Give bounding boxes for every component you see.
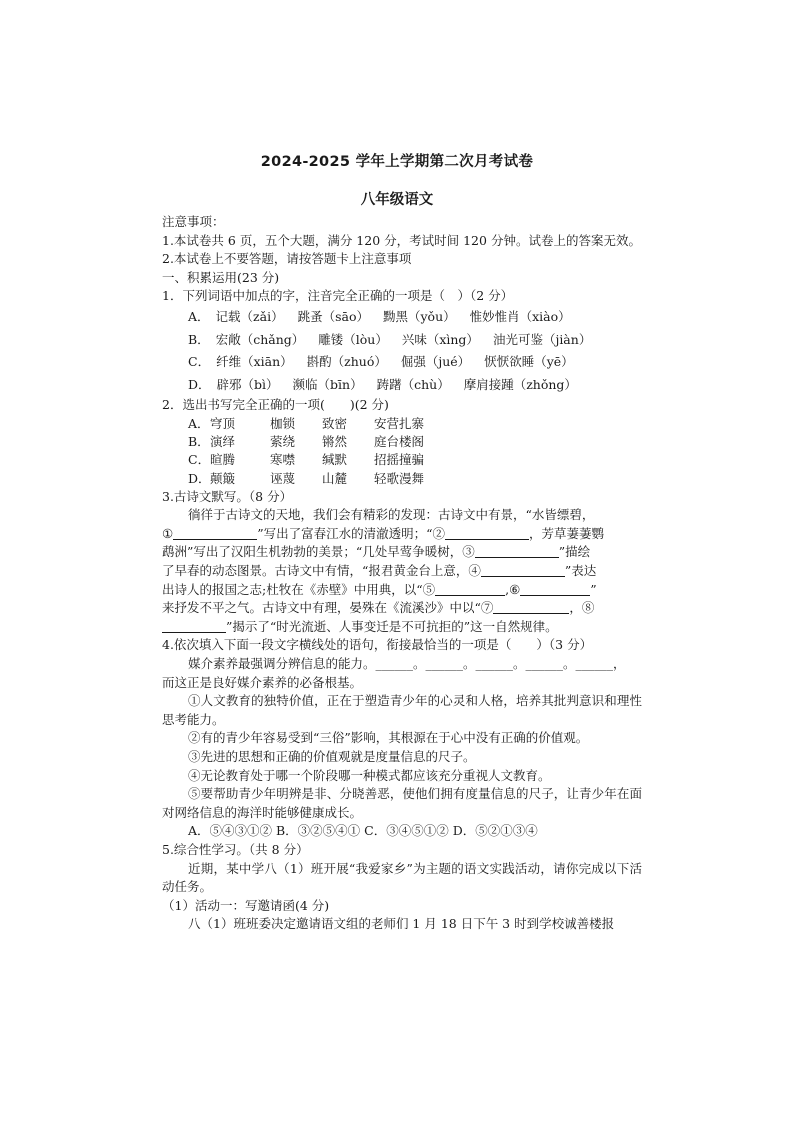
exam-title: 2024-2025 学年上学期第二次月考试卷 bbox=[260, 154, 534, 170]
question-3-text: ”表达 bbox=[564, 563, 597, 579]
question-4-sentence-5: ⑤要帮助青少年明辨是非、分晓善恶，使他们拥有度量信息的尺子，让青少年在面对网络信息的海洋时能够健康成长。 bbox=[162, 786, 642, 820]
question-3-stem: 3.古诗文默写。（8 分） bbox=[162, 488, 293, 504]
option-item: 诬蔑 bbox=[270, 470, 296, 486]
question-2-stem: 2．选出书写完全正确的一项( )(2 分) bbox=[162, 397, 389, 413]
option-item: 惟妙惟肖（xiào） bbox=[469, 308, 571, 324]
option-item: 庭台楼阁 bbox=[374, 434, 425, 450]
question-4-options: A．⑤④③①② B．③②⑤④① C．③④⑤①② D．⑤②①③④ bbox=[188, 823, 538, 839]
option-item: 记载（zǎi） bbox=[215, 308, 284, 324]
option-item: 缄默 bbox=[322, 452, 348, 468]
answer-blank bbox=[173, 525, 257, 540]
question-3-text: 徜徉于古诗文的天地，我们会有精彩的发现：古诗文中有景，“水皆缥碧， bbox=[188, 507, 595, 523]
question-2-option-d bbox=[162, 470, 642, 488]
answer-blank bbox=[445, 525, 529, 540]
option-item: 黝黑（yǒu） bbox=[382, 308, 456, 324]
option-item: 枷锁 bbox=[270, 415, 296, 431]
option-label: C． bbox=[188, 452, 211, 468]
question-2-option-b bbox=[162, 433, 642, 451]
option-label: D． bbox=[188, 376, 211, 392]
question-4-stem: 4.依次填入下面一段文字横线处的语句，衔接最恰当的一项是（ ）（3 分） bbox=[162, 637, 593, 653]
question-3-text: ,⑥ bbox=[505, 581, 521, 597]
question-4-sentence-2: ②有的青少年容易受到“三俗”影响，其根源在于心中没有正确的价值观。 bbox=[188, 730, 589, 746]
option-label: B． bbox=[188, 434, 210, 450]
question-3-text: ，⑧ bbox=[569, 600, 595, 616]
question-5-subheading: （1）活动一：写邀请函(4 分) bbox=[162, 897, 330, 913]
question-5-paragraph: 八（1）班班委决定邀请语文组的老师们 1 月 18 日下午 3 时到学校诚善楼报 bbox=[188, 916, 615, 932]
option-item: 摩肩接踵（zhǒng） bbox=[463, 376, 577, 392]
option-item: 恹恹欲睡（yē） bbox=[484, 354, 574, 370]
option-item: 颠簸 bbox=[210, 470, 236, 486]
question-5-paragraph: 近期，某中学八（1）班开展“我爱家乡”为主题的语文实践活动，请你完成以下活动任务。 bbox=[162, 860, 642, 895]
option-label: D． bbox=[188, 470, 211, 486]
question-1-stem: 1．下列词语中加点的字，注音完全正确的一项是（ ）（2 分） bbox=[162, 288, 514, 304]
question-3-text bbox=[162, 562, 642, 581]
answer-blank bbox=[481, 562, 565, 577]
question-4-sentence-3: ③先进的思想和正确的价值观就是度量信息的尺子。 bbox=[188, 749, 476, 764]
question-3-text: 来抒发不平之气。古诗文中有理，晏殊在《流溪沙》中以“⑦ bbox=[162, 600, 494, 616]
answer-blank bbox=[435, 581, 505, 596]
option-item: 轻歌漫舞 bbox=[374, 470, 425, 486]
section-heading: 一、积累运用(23 分) bbox=[162, 269, 280, 285]
question-3-text bbox=[162, 525, 642, 544]
option-item: 演绎 bbox=[210, 434, 236, 450]
question-3-text: ，芳草萋萋鹦 bbox=[529, 525, 605, 541]
notice-heading: 注意事项： bbox=[162, 214, 225, 229]
question-3-text: 鹉洲”写出了汉阳生机勃勃的美景；“几处早莺争暖树，③ bbox=[162, 544, 475, 560]
question-3-text bbox=[162, 581, 642, 600]
option-item: 安营扎寨 bbox=[374, 415, 425, 431]
question-4-sentence-1: ①人文教育的独特价值，正在于塑造青少年的心灵和人格，培养其批判意识和理性思考能力。 bbox=[162, 693, 642, 727]
question-1-option-b bbox=[162, 329, 642, 352]
option-item: 山麓 bbox=[322, 470, 348, 486]
blank-label: ① bbox=[162, 525, 174, 541]
question-3-text: ”揭示了“时光流逝、人事变迁是不可抗拒的”这一自然规律。 bbox=[226, 618, 558, 634]
question-5-stem: 5.综合性学习。（共 8 分） bbox=[162, 841, 309, 857]
option-label: B． bbox=[188, 331, 210, 347]
question-4-intro: 媒介素养最强调分辨信息的能力。______。______。______。______。______， bbox=[188, 656, 626, 672]
option-label: A． bbox=[188, 415, 210, 431]
option-item: 倔强（jué） bbox=[400, 354, 471, 370]
question-3-text: ”描绘 bbox=[558, 544, 591, 560]
option-item: 兴味（xìng） bbox=[401, 331, 479, 347]
question-3-text bbox=[162, 599, 642, 618]
option-item: 穹顶 bbox=[210, 415, 236, 431]
option-item: 萦绕 bbox=[270, 434, 296, 450]
notice-item-2: 2.本试卷上不要答题，请按答题卡上注意事项 bbox=[162, 251, 412, 267]
option-item: 辟邪（bì） bbox=[216, 376, 279, 392]
question-3-text bbox=[162, 618, 642, 637]
option-label: C． bbox=[188, 354, 211, 370]
option-item: 濒临（bīn） bbox=[292, 376, 363, 392]
option-item: 暄腾 bbox=[210, 452, 236, 468]
question-2-option-c bbox=[162, 451, 642, 469]
option-item: 宏敞（chǎng） bbox=[215, 331, 305, 347]
option-item: 雕镂（lòu） bbox=[318, 331, 388, 347]
question-1-option-a bbox=[162, 306, 642, 329]
question-3-text: ” bbox=[590, 581, 597, 597]
question-4-intro: 而这正是良好媒介素养的必备根基。 bbox=[162, 674, 363, 690]
notice-item-1: 1.本试卷共 6 页，五个大题，满分 120 分，考试时间 120 分钟。试卷上的答案无效。 bbox=[162, 232, 641, 248]
option-item: 斟酌（zhuó） bbox=[306, 354, 387, 370]
question-2-option-a bbox=[162, 415, 642, 433]
question-4-sentence-4: ④无论教育处于哪一个阶段哪一种模式都应该充分重视人文教育。 bbox=[188, 767, 551, 783]
option-item: 寒噤 bbox=[270, 452, 296, 468]
option-item: 招摇撞骗 bbox=[374, 452, 425, 468]
exam-subtitle: 八年级语文 bbox=[360, 192, 434, 208]
answer-blank bbox=[493, 599, 569, 614]
option-item: 致密 bbox=[322, 415, 348, 431]
question-1-option-c bbox=[162, 351, 642, 374]
option-item: 跳蚤（sāo） bbox=[297, 308, 369, 324]
option-label: A． bbox=[188, 308, 210, 324]
answer-blank bbox=[475, 543, 559, 558]
question-3-text: 了早春的动态图景。古诗文中有情，“报君黄金台上意，④ bbox=[162, 563, 481, 579]
question-3-text bbox=[162, 543, 642, 562]
question-1-option-d bbox=[162, 374, 642, 397]
question-3-text: 出诗人的报国之志;杜牧在《赤壁》中用典，以“⑤ bbox=[162, 581, 436, 597]
answer-blank bbox=[162, 618, 226, 633]
question-3-text: ”写出了富春江水的清澈透明；“② bbox=[257, 525, 446, 541]
exam-body bbox=[162, 213, 642, 934]
answer-blank bbox=[520, 581, 590, 596]
option-item: 踌躇（chù） bbox=[376, 376, 450, 392]
option-item: 锵然 bbox=[322, 434, 348, 450]
option-item: 纤维（xiān） bbox=[216, 354, 293, 370]
option-item: 油光可鉴（jiàn） bbox=[492, 331, 592, 347]
